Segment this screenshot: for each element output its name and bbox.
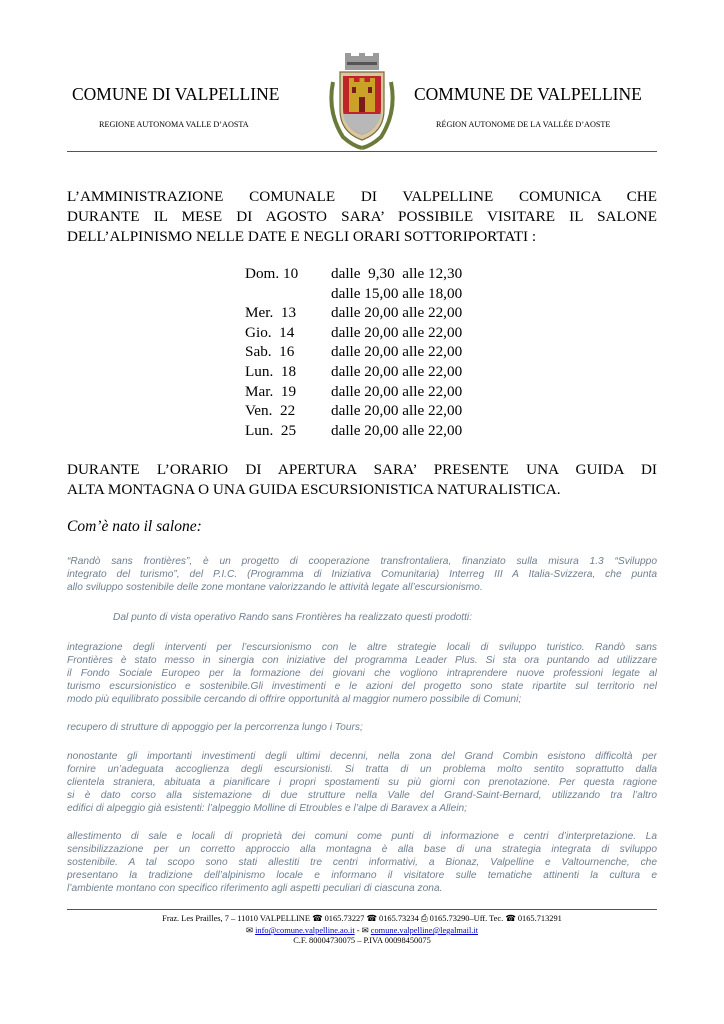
footer-contacts — [0, 913, 724, 924]
schedule-row — [245, 401, 462, 421]
guide-notice-line: ALTA MONTAGNA O UNA GUIDA ESCURSIONISTICA NATURALISTICA. — [67, 481, 561, 498]
paragraph-recovery — [67, 722, 657, 735]
footer-divider — [67, 909, 657, 910]
paragraph-intro — [67, 556, 657, 595]
schedule-hours: dalle 20,00 alle 22,00 — [331, 323, 463, 341]
schedule-row — [245, 303, 462, 323]
paragraph-line: presentano la tradizione dell’alpinismo locale e informano il visitatore sulle tematiche attinenti la cultura e — [67, 869, 657, 881]
footer-separator: - — [354, 926, 362, 935]
email-link-info[interactable]: info@comune.valpelline.ao.it — [255, 926, 355, 935]
left-subtitle: REGIONE AUTONOMA VALLE D’AOSTA — [99, 120, 249, 129]
left-title: COMUNE DI VALPELLINE — [72, 84, 280, 104]
schedule-day: Ven. 22 — [245, 402, 296, 420]
schedule-row — [245, 382, 462, 402]
paragraph-line: “Randò sans frontières”, è un progetto di cooperazione transfrontaliera, finanziato sulla misura 1.3 “Sviluppo — [67, 556, 657, 567]
schedule-row — [245, 323, 462, 343]
schedule-table — [245, 264, 462, 440]
email-link-pec[interactable]: comune.valpelline@legalmail.it — [370, 926, 479, 935]
announcement-line: DELL’ALPINISMO NELLE DATE E NEGLI ORARI SOTTORIPORTATI : — [67, 228, 537, 245]
paragraph-line: nonostante gli importanti investimenti degli ultimi decenni, nella zona del Grand Combin esistono difficoltà per — [67, 751, 657, 762]
paragraph-line: si è dato corso alla sistemazione di due strutture nella Valle del Grand-Saint-Bernard, utilizzando tra l’altro — [67, 789, 657, 801]
paragraph-products-intro — [113, 612, 653, 625]
paragraph-line: turismo escursionistico e sostenibile.Gli investimenti e le azioni del progetto sono state ripartite sul territorio nel — [67, 680, 657, 692]
paragraph-line: il Fondo Sociale Europeo per la formazione dei giovani che vogliono intraprendere nuove professioni legate al — [67, 667, 657, 679]
schedule-day: Gio. 14 — [245, 323, 295, 341]
paragraph-line: Frontières è stato messo in sinergia con iniziative del programma Leader Plus. Si sta ora puntando ad utilizzare — [67, 654, 657, 666]
paragraph-line: allo sviluppo sostenibile delle zone montane valorizzando le attività legate all’escursionismo. — [67, 581, 483, 593]
phone-icon: ☎ — [312, 914, 323, 923]
paragraph-line: modo più equilibrato possibile cercando di offrire opportunità al maggior numero possibile di Comuni; — [67, 693, 522, 705]
phone-icon: ☎ — [505, 914, 516, 923]
schedule-row — [245, 421, 462, 441]
paragraph-line: Dal punto di vista operativo Rando sans Frontières ha realizzato questi prodotti: — [113, 612, 473, 623]
header-divider — [67, 151, 657, 152]
phone-icon: ☎ — [366, 914, 377, 923]
paragraph-line: fornire un’adeguata accoglienza degli escursionisti. Si tratta di un problema molto sentito soprattutto dalla — [67, 763, 657, 775]
email-icon: ✉ — [361, 926, 369, 935]
schedule-day: Sab. 16 — [245, 343, 295, 361]
paragraph-line: sensibilizzazione per un corretto approccio alla montagna è alla base di una strategia integrata di sviluppo — [67, 843, 657, 855]
schedule-row — [245, 264, 462, 284]
email-icon: ✉ — [245, 926, 253, 935]
schedule-hours: dalle 9,30 alle 12,30 — [331, 265, 463, 282]
paragraph-line: recupero di strutture di appoggio per la percorrenza lungo i Tours; — [67, 722, 363, 733]
paragraph-line: clientela straniera, abituata a pianificare i propri spostamenti su più giorni con prenotazione. Per questa ragione — [67, 776, 657, 788]
right-subtitle: RÉGION AUTONOME DE LA VALLÉE D’AOSTE — [436, 120, 611, 129]
guide-notice — [67, 460, 657, 500]
footer-address: Fraz. Les Prailles, 7 – 11010 VALPELLINE — [162, 914, 310, 923]
footer-emails — [0, 925, 724, 935]
schedule-day: Dom. 10 — [245, 265, 299, 282]
schedule-hours: dalle 20,00 alle 22,00 — [331, 421, 463, 439]
right-title: COMMUNE DE VALPELLINE — [414, 84, 642, 104]
paragraph-investments — [67, 751, 657, 816]
footer-tax-ids: C.F. 80004730075 – P.IVA 00098450075 — [293, 936, 431, 945]
paragraph-line: edifici di alpeggio già esistenti: l’alpeggio Molline di Etroubles e l’alpe di Baravex a Allein; — [67, 802, 467, 814]
paragraph-line: integrazione degli interventi per l’escursionismo con le altre strategie locali di sviluppo turistico. Randò sans — [67, 642, 657, 653]
schedule-day — [245, 284, 331, 304]
announcement-line: L’AMMINISTRAZIONE COMUNALE DI VALPELLINE COMUNICA CHE — [67, 188, 657, 205]
paragraph-line: sostenibile. A tal scopo sono stati allestiti tre centri informativi, a Bionaz, Valpelline e Valtournenche, che — [67, 856, 657, 868]
schedule-hours: dalle 20,00 alle 22,00 — [331, 304, 463, 322]
schedule-row — [245, 284, 462, 304]
schedule-day: Lun. 25 — [245, 421, 297, 439]
schedule-hours: dalle 20,00 alle 22,00 — [331, 402, 463, 420]
schedule-day: Mer. 13 — [245, 304, 297, 322]
paragraph-line: l’ambiente montano con specifico riferimento agli aspetti peculiari di ciascuna zona. — [67, 882, 443, 894]
footer-fax: 0165.73290–Uff. Tec. — [429, 914, 504, 923]
announcement — [67, 187, 657, 247]
schedule-hours: dalle 15,00 alle 18,00 — [331, 284, 463, 302]
fax-icon: ⎙ — [420, 914, 428, 923]
schedule-hours: dalle 20,00 alle 22,00 — [331, 382, 463, 400]
paragraph-line: allestimento di sale e locali di proprietà dei comuni come punti di informazione e centri d’interpretazione. La — [67, 831, 657, 842]
schedule-day: Lun. 18 — [245, 362, 297, 380]
schedule-row — [245, 362, 462, 382]
paragraph-rooms — [67, 831, 657, 896]
section-heading: Com’è nato il salone: — [67, 518, 202, 535]
schedule-hours: dalle 20,00 alle 22,00 — [331, 343, 463, 361]
footer-phone-1: 0165.73227 — [324, 914, 365, 923]
footer-phone-3: 0165.713291 — [517, 914, 562, 923]
paragraph-integration — [67, 642, 657, 707]
paragraph-line: integrato del turismo”, del P.I.C. (Programma di Iniziativa Comunitaria) Interreg III A Italia-Svizzera, che punta — [67, 568, 657, 580]
footer-phone-2: 0165.73234 — [379, 914, 419, 923]
announcement-line: DURANTE IL MESE DI AGOSTO SARA’ POSSIBILE VISITARE IL SALONE — [67, 208, 657, 225]
coat-of-arms-logo — [323, 52, 401, 152]
guide-notice-line: DURANTE L’ORARIO DI APERTURA SARA’ PRESENTE UNA GUIDA DI — [67, 461, 657, 478]
schedule-hours: dalle 20,00 alle 22,00 — [331, 362, 463, 380]
schedule-row — [245, 342, 462, 362]
schedule-day: Mar. 19 — [245, 382, 297, 400]
